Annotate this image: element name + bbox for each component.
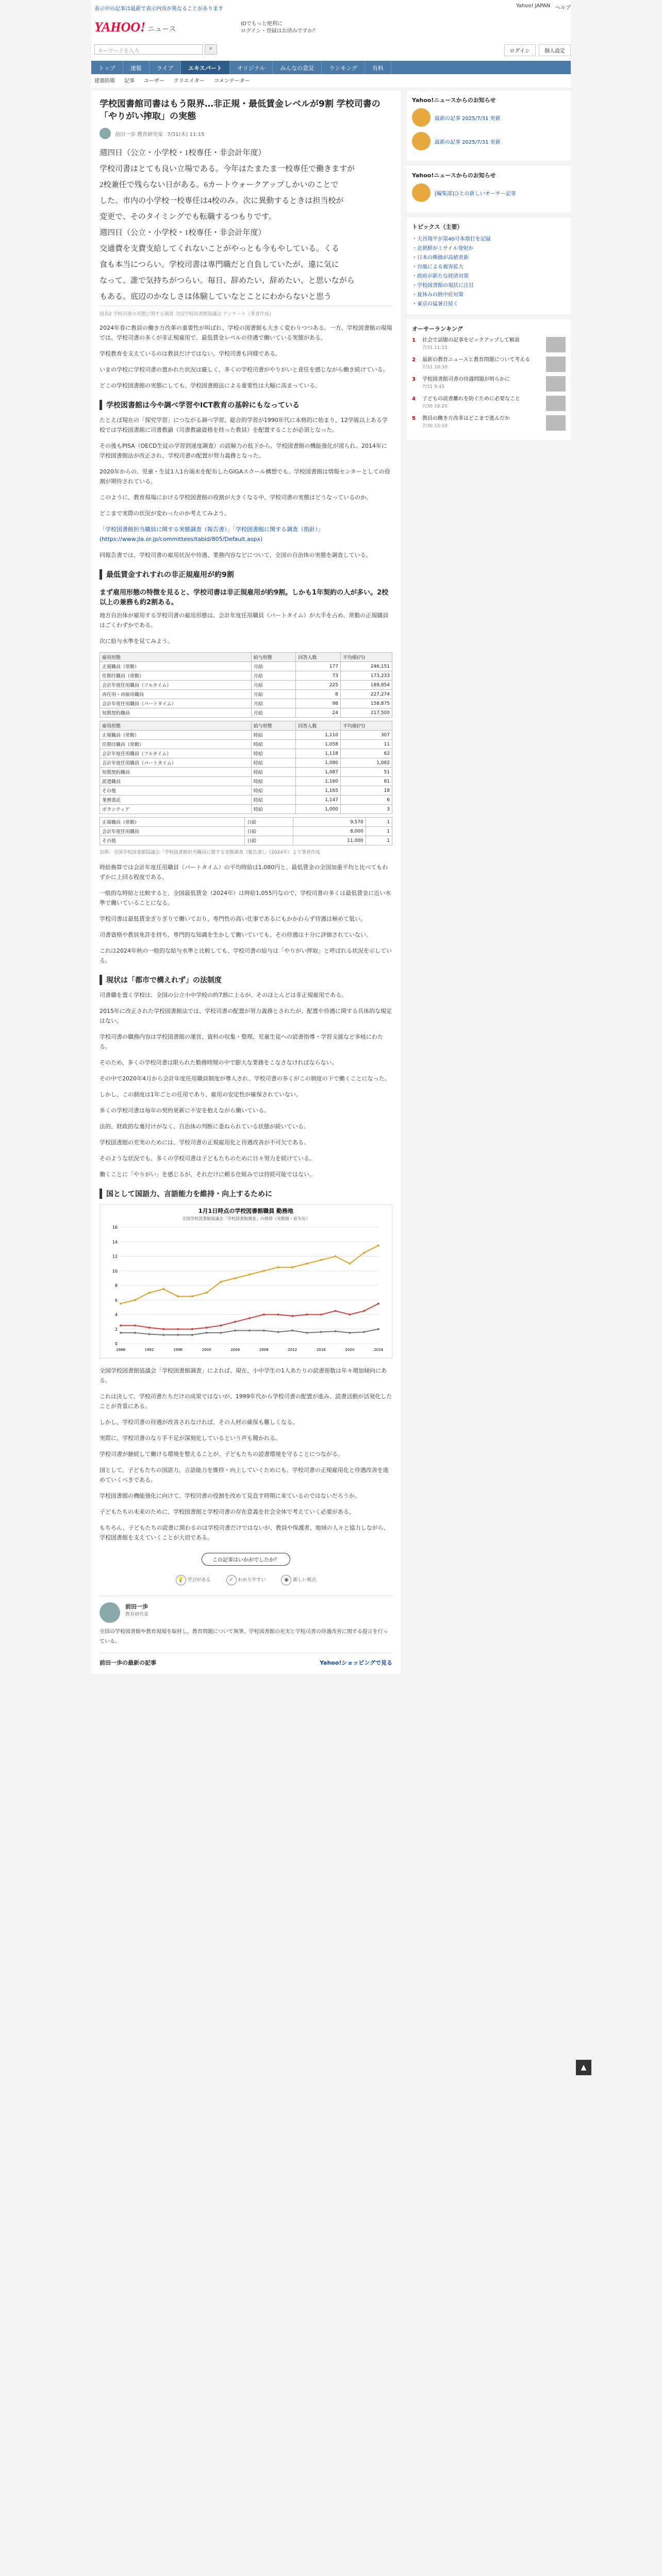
y-tick-label: 4 xyxy=(114,1312,118,1317)
data-point xyxy=(263,1270,265,1272)
expert-item[interactable]: 最新の記事 2025/7/31 更新 xyxy=(412,108,566,127)
paragraph: 国として、子どもたちの国語力、言語能力を維持・向上していくためにも、学校司書の正規雇用化と待遇改善を進めていくべきである。 xyxy=(100,1467,389,1483)
data-point xyxy=(335,1310,337,1312)
x-tick-label: 1992 xyxy=(144,1348,154,1352)
x-tick-label: 2024 xyxy=(374,1348,383,1352)
salary-table-hourly: 雇用形態 給与形態 回答人数 平均値(円) 正規職員（常勤） 時給 1,110 307 任期付職員（常勤） 時給 1,058 11 会計年度任用職員（フルタイム） 時給 1,118 62 会計年度任用職員（パートタイム） 時給 1,080 1,082 短期契約職員 時給 1,087 51 派遣職員 時給 1,160 81 その他 時給 1,165 18 業務委託 時給 1,147 6 ボランティア 時給 1,000 3 xyxy=(100,721,392,814)
rank-number: 5 xyxy=(412,416,416,421)
topic-link[interactable]: ・政府が新たな経済対策 xyxy=(412,274,469,279)
table-row: 会計年度任用職員 日給 8,000 1 xyxy=(100,827,392,836)
x-tick-label: 2020 xyxy=(345,1348,355,1352)
rank-date: 7/30 15:10 xyxy=(422,423,448,429)
paragraph: どこの学校図書館の実態にしても、学校図書館法による重要性は大幅に高まっている。 xyxy=(100,382,321,389)
paragraph: たとえば現在の「探究学習」につながる調べ学習、総合的学習が1990年代に本格的に始まり、12学級以上ある学校では学校図書館に司書教諭（司書教諭資格を持った教員）を配置することが必須となった。 xyxy=(100,417,388,433)
data-point xyxy=(120,1332,122,1334)
data-point xyxy=(134,1332,136,1334)
paragraph: 2020年からの、児童・生徒1人1台端末を配布したGIGAスクール構想でも、学校図書館は情報センターとしての役割が期待されている。 xyxy=(100,468,390,485)
paragraph: 働くことに「やりがい」を感じるが、それだけに頼る仕組みでは持続可能ではない。 xyxy=(100,1171,315,1178)
data-point xyxy=(335,1330,337,1332)
reaction-new[interactable]: ◉ 新しい視点 xyxy=(281,1575,316,1585)
y-tick-label: 14 xyxy=(112,1240,118,1245)
data-point xyxy=(291,1330,293,1332)
data-point xyxy=(277,1331,279,1333)
y-tick-label: 16 xyxy=(112,1225,118,1230)
data-point xyxy=(306,1314,308,1316)
news-item[interactable]: [編集部]ひとの新しいオーサー記事 xyxy=(412,183,566,202)
y-tick-label: 10 xyxy=(112,1268,118,1274)
data-point xyxy=(148,1292,151,1294)
data-point xyxy=(249,1330,251,1332)
data-point xyxy=(377,1244,379,1246)
table-row: 正規職員（常勤） 月給 177 246,151 xyxy=(100,662,392,671)
paragraph: 時給換算では会計年度任用職員（パートタイム）の平均時給は1,080円と、最低賃金の全国加重平均と比べてもわずかに上回る程度である。 xyxy=(100,864,388,880)
paragraph: いまの学校に学校司書の置かれた状況は厳しく、多くの学校司書がやりがいと責任を感じながら働き続けている。 xyxy=(100,366,389,373)
subnav-item[interactable]: ユーザー xyxy=(144,78,164,84)
table-row: 任期付職員（常勤） 時給 1,058 11 xyxy=(100,740,392,749)
rank-number: 3 xyxy=(412,377,416,382)
y-tick-label: 2 xyxy=(114,1327,118,1332)
table-row: 再任用・再雇用職員 月給 8 227,274 xyxy=(100,690,392,699)
nav-item[interactable]: オリジナル xyxy=(230,61,273,74)
paragraph: しかし、この制度は1年ごとの任用であり、雇用の安定性が確保されていない。 xyxy=(100,1091,302,1098)
rank-number: 2 xyxy=(412,357,416,363)
subnav-item[interactable]: 建築防衛 xyxy=(94,78,115,84)
data-point xyxy=(349,1314,351,1316)
nav-item[interactable]: 有料 xyxy=(365,61,391,74)
feedback-area xyxy=(100,1553,392,1566)
y-tick-label: 12 xyxy=(112,1254,118,1259)
data-point xyxy=(377,1302,379,1304)
table-row: 業務委託 時給 1,147 6 xyxy=(100,795,392,805)
topics-widget xyxy=(407,217,571,314)
byline xyxy=(100,128,392,139)
data-point xyxy=(191,1328,193,1330)
table-row: その他 時給 1,165 18 xyxy=(100,786,392,795)
paragraph: しかし、学校司書の待遇が改善されなければ、その人材の確保も難しくなる。 xyxy=(100,1419,298,1426)
table-row: 会計年度任用職員（パートタイム） 月給 98 158,875 xyxy=(100,699,392,708)
search-icon[interactable]: ⌕ xyxy=(205,44,217,55)
section-heading: 国として国語力、言語能力を維持・向上するために xyxy=(100,1189,392,1199)
notice-link[interactable]: 表示中の記事は最新で表示内容が異なることがあります xyxy=(94,6,223,12)
bottom-links xyxy=(100,1653,392,1667)
topic-link[interactable]: ・夏休みの熱中症対策 xyxy=(412,292,464,298)
login-button[interactable]: ログイン xyxy=(504,44,536,56)
ranking-item[interactable] xyxy=(412,396,566,411)
hero-line: 週四日（公立・小学校・1校専任・非会計年度） xyxy=(100,229,266,237)
paragraph: 司書職を置く学校は、全国の公立小中学校の約7割に上るが、そのほとんどは非正規雇用である。 xyxy=(100,992,347,998)
data-point xyxy=(162,1328,164,1330)
rank-title: 学校図書館司書の待遇問題が明らかに xyxy=(422,377,510,382)
y-tick-label: 0 xyxy=(114,1342,118,1346)
paragraph: どこまで実際の状況が変わったのか考えてみよう。 xyxy=(100,510,230,517)
paragraph: 一般的な時給と比較すると、全国最低賃金（2024年）は時給1,055円なので、学校司書の多くは最低賃金に近い水準で働いていることになる。 xyxy=(100,890,391,906)
ranking-item[interactable] xyxy=(412,357,566,372)
table-row: その他 日給 11,000 1 xyxy=(100,836,392,845)
nav-item-active[interactable]: エキスパート xyxy=(181,61,230,74)
rank-thumbnail xyxy=(546,396,566,411)
paragraph: 全国学校図書館協議会「学校図書館調査」によれば、現在、小中学生の1人あたりの読書冊数は年々増加傾向にある。 xyxy=(100,1367,387,1384)
topic-link[interactable]: ・学校図書館の現状に注目 xyxy=(412,283,474,289)
rank-title: 教員の働き方改革はどこまで進んだか xyxy=(422,416,510,421)
expert-avatar xyxy=(412,108,431,127)
rank-date: 7/31 9:45 xyxy=(422,384,445,389)
table-row: 正規職員（常勤） 時給 1,110 307 xyxy=(100,731,392,740)
paragraph: 司書資格や教員免許を持ち、専門的な知識を生かして働いていても、その待遇は十分に評価されていない。 xyxy=(100,931,372,938)
rank-thumbnail xyxy=(546,415,566,431)
data-point xyxy=(306,1263,308,1265)
data-point xyxy=(206,1327,208,1329)
eye-icon: ◉ xyxy=(281,1575,291,1585)
data-point xyxy=(277,1314,279,1316)
paragraph: 学校図書館の充実のためには、学校司書の正規雇用化と待遇改善が不可欠である。 xyxy=(100,1139,309,1146)
hero-line: 2校兼任で残らない日がある。6カートウォークアップしかいのことで xyxy=(100,181,339,189)
data-point xyxy=(363,1251,365,1253)
paragraph: これは2024年秋の一般的な給与水準と比較しても、学校司書の給与は「やりがい搾取」と呼ばれる状況を示している。 xyxy=(100,947,392,964)
nav-item[interactable]: ライブ xyxy=(150,61,181,74)
table-row: ボランティア 時給 1,000 3 xyxy=(100,805,392,814)
rank-number: 4 xyxy=(412,396,416,402)
x-tick-label: 1996 xyxy=(173,1348,183,1352)
section-heading: 学校図書館は今や調べ学習やICT教育の基幹にもなっている xyxy=(100,400,392,410)
data-point xyxy=(220,1325,222,1327)
data-point xyxy=(234,1330,236,1332)
reaction-row xyxy=(100,1570,392,1590)
sidebar xyxy=(407,91,571,445)
author-box-role: 教育研究家 xyxy=(125,1612,149,1617)
paragraph: もちろん、子どもたちの読書に関わるのは学校司書だけではないが、教員や保護者、地域の人々と協力しながら、学校図書館を支えていくことが大切である。 xyxy=(100,1524,389,1541)
y-tick-label: 6 xyxy=(114,1298,118,1303)
widget-title: Yahoo!ニュースからのお知らせ xyxy=(412,97,496,104)
widget-title: トピックス（主要） xyxy=(412,224,463,230)
subnav-item[interactable]: 記事 xyxy=(124,78,135,84)
author-latest-link[interactable]: 前田一歩の最新の記事 xyxy=(100,1659,156,1666)
x-tick-label: 1988 xyxy=(116,1348,125,1352)
nav-item[interactable]: みんなの意見 xyxy=(273,61,322,74)
salary-table-monthly: 雇用形態 給与形態 回答人数 平均値(円) 正規職員（常勤） 月給 177 246,151 任期付職員（常勤） 月給 73 173,233 会計年度任用職員（フルタイム） 月給 225 189,854 再任用・再雇用職員 月給 8 227,274 会計年度任用職員（パートタイム） 月給 98 158,875 短期契約職員 月給 24 217,500 xyxy=(100,652,392,718)
data-point xyxy=(177,1328,179,1330)
topic-link[interactable]: ・日本の株価が高値更新 xyxy=(412,255,469,261)
subnav-item[interactable]: クリエイター xyxy=(174,78,205,84)
paragraph: 実際に、学校司書のなり手不足が深刻化しているという声も聞かれる。 xyxy=(100,1435,281,1442)
ranking-item[interactable] xyxy=(412,337,566,352)
site-header xyxy=(91,0,571,88)
lightbulb-icon: 💡 xyxy=(176,1575,186,1585)
data-point xyxy=(363,1310,365,1312)
paragraph: 学校教育を支えているのは教員だけではない。学校司書も同様である。 xyxy=(100,350,281,357)
login-note: IDでもっと便利に ログイン・登録はお済みですか？ xyxy=(241,21,318,34)
yahoo-logo[interactable]: YAHOO! ニュース xyxy=(94,20,176,35)
paragraph: 2024年春に教員の働き方改革の重要性が叫ばれ、学校の図書館も大きく変わりつつある。一方、学校図書館の現場では、学校司書の多くが非正規雇用で、最低賃金レベルの待遇で働いている実態がある。 xyxy=(100,325,392,341)
data-point xyxy=(120,1325,122,1327)
x-tick-label: 2004 xyxy=(230,1348,240,1352)
report-link[interactable]: 「学校図書館担当職員に関する実態調査（報告書）」「学校図書館に関する調査（指針）」 xyxy=(100,526,324,533)
data-point xyxy=(363,1331,365,1333)
hero-image xyxy=(100,143,392,306)
data-point xyxy=(291,1315,293,1317)
search-input[interactable]: キーワードを入力 xyxy=(94,44,203,55)
rank-date: 7/30 18:20 xyxy=(422,404,448,409)
data-point xyxy=(377,1328,379,1330)
shopping-link[interactable]: Yahoo!ショッピングで見る xyxy=(320,1659,392,1666)
nav-item[interactable]: 速報 xyxy=(123,61,150,74)
rank-thumbnail xyxy=(546,376,566,392)
report-url[interactable]: (https://www.jla.or.jp/committees/tabid/805/Default.aspx) xyxy=(100,536,263,543)
table-row: 任期付職員（常勤） 月給 73 173,233 xyxy=(100,671,392,681)
table-row: 派遣職員 時給 1,160 81 xyxy=(100,777,392,786)
settings-button[interactable]: 個人設定 xyxy=(539,44,571,56)
top-link-yahoo[interactable]: Yahoo! JAPAN xyxy=(516,3,550,9)
hero-line: した。市内の小学校一校専任は4校のみ。次に異動するときは担当校が xyxy=(100,197,344,205)
hero-line: 学校司書はとても良い立場である。今年はたまたま一校専任で働きますが xyxy=(100,165,355,173)
reaction-learn[interactable]: 💡 学びがある xyxy=(176,1575,211,1585)
data-point xyxy=(234,1321,236,1323)
paragraph: このように、教育現場における学校図書館の役割が大きくなる中、学校司書の実態はどうなっているのか。 xyxy=(100,494,372,501)
table-row: 会計年度任用職員（パートタイム） 時給 1,080 1,082 xyxy=(100,758,392,768)
subnav-item[interactable]: コメンテーター xyxy=(213,78,250,84)
data-point xyxy=(177,1295,179,1297)
data-point xyxy=(234,1277,236,1279)
x-tick-label: 2000 xyxy=(202,1348,211,1352)
article-title: 学校図書館司書はもう限界…非正規・最低賃金レベルが9割 学校司書の「やりがい搾取」の実態 xyxy=(100,99,380,122)
table-row: 会計年度任用職員（フルタイム） 月給 225 189,854 xyxy=(100,681,392,690)
nav-item[interactable]: トップ xyxy=(91,61,123,74)
topic-link[interactable]: ・東京の猛暑日続く xyxy=(412,301,458,307)
reading-chart xyxy=(100,1204,392,1359)
ranking-widget xyxy=(407,319,571,440)
hero-line: なって、誰で気持ちがつらい。毎日、辞めたい、辞めたい、と思いながら xyxy=(100,277,355,285)
paragraph: これは決して、学校司書たちだけの成果ではないが、1999年代から学校司書の配置が進み、読書活動が活発化したことが背景にある。 xyxy=(100,1393,392,1410)
table-note: 出典：全国学校図書館協議会「学校図書館担当職員に関する実態調査（報告書）」（2024年）より筆者作成 xyxy=(100,850,320,855)
topic-link[interactable]: ・大谷翔平が第40号本塁打を記録 xyxy=(412,236,491,242)
data-point xyxy=(162,1334,164,1336)
paragraph: 学校司書の職務内容は学校図書館の運営、資料の収集・整理、児童生徒への読書指導・学習支援など多岐にわたる。 xyxy=(100,1033,383,1050)
feedback-button[interactable]: この記事はいかがでしたか？ xyxy=(202,1553,290,1566)
data-point xyxy=(306,1332,308,1334)
paragraph: 2015年に改正された学校図書館法では、学校司書の配置が努力義務とされたが、配置や待遇に関する具体的な規定はない。 xyxy=(100,1008,392,1024)
article-main xyxy=(91,91,401,1674)
rank-date: 7/31 10:30 xyxy=(422,365,448,370)
table-row: 正規職員（常勤） 日給 9,570 1 xyxy=(100,818,392,827)
nav-item[interactable]: ランキング xyxy=(322,61,365,74)
scroll-top-button[interactable]: ▲ xyxy=(576,2060,591,2075)
widget-title: オーサーランキング xyxy=(412,326,463,332)
expert-avatar xyxy=(412,132,431,150)
section-heading: 現状は「都市で構えれず」の法制度 xyxy=(100,975,392,985)
y-tick-label: 8 xyxy=(114,1283,118,1288)
author-box-name[interactable]: 前田一歩 xyxy=(125,1603,148,1610)
x-tick-label: 2008 xyxy=(259,1348,269,1352)
hero-caption: 図表2 学校司書の実態に関する調査 全国学校図書館協議会 アンケート（筆者作成） xyxy=(100,312,274,317)
paragraph: 学校司書が継続して働ける環境を整えることが、子どもたちの読書環境を守ることにつながる。 xyxy=(100,1451,343,1458)
data-point xyxy=(220,1332,222,1334)
author-box-desc: 全国の学校図書館や教育現場を取材し、教育問題について執筆。学校図書館の充実と学校司書の待遇改善に関する提言を行っている。 xyxy=(100,1629,388,1645)
paragraph: 学校司書は最低賃金ぎりぎりで働いており、専門性の高い仕事であるにもかかわらず待遇は極めて低い。 xyxy=(100,916,366,922)
paragraph: そのため、多くの学校司書は限られた勤務時間の中で膨大な業務をこなさなければならない。 xyxy=(100,1059,338,1066)
data-point xyxy=(349,1263,351,1265)
data-point xyxy=(277,1266,279,1268)
table-row: 短期契約職員 時給 1,087 51 xyxy=(100,768,392,777)
main-nav xyxy=(91,61,571,74)
data-point xyxy=(320,1259,322,1261)
data-point xyxy=(206,1332,208,1334)
data-point xyxy=(134,1325,136,1327)
table-row: 会計年度任用職員（フルタイム） 時給 1,118 62 xyxy=(100,749,392,758)
topic-link[interactable]: ・北朝鮮がミサイル発射か xyxy=(412,246,474,251)
data-point xyxy=(134,1299,136,1301)
chart-subtitle: 全国学校図書館協議会「学校図書館調査」の推移（実数値・前年比） xyxy=(182,1216,310,1221)
paragraph: その中で2020年4月から会計年度任用職員制度が導入され、学校司書の多くがこの制度の下で働くことになった。 xyxy=(100,1075,390,1082)
paragraph: 同報告書では、学校司書の雇用状況や待遇、業務内容などについて、全国の自治体の実態を調査している。 xyxy=(100,552,372,558)
data-point xyxy=(249,1274,251,1276)
expert-widget xyxy=(407,91,571,161)
hero-line: もある。底辺のかなしさは体験していなとことにわからないと思う xyxy=(100,293,332,301)
hero-line: 変更で、そのタイミングでも転職するつもりです。 xyxy=(100,213,276,221)
check-icon: ✓ xyxy=(226,1575,237,1585)
x-tick-label: 2012 xyxy=(288,1348,297,1352)
data-point xyxy=(263,1314,265,1316)
data-point xyxy=(191,1295,193,1297)
reaction-clear[interactable]: ✓ わかりやすい xyxy=(226,1575,266,1585)
sub-nav xyxy=(91,76,250,84)
data-point xyxy=(320,1314,322,1316)
data-point xyxy=(177,1334,179,1336)
chart-svg xyxy=(100,1205,392,1358)
paragraph: そのような状況でも、多くの学校司書は子どもたちのために日々努力を続けている。 xyxy=(100,1155,315,1162)
paragraph: 地方自治体が雇用する学校司書の雇用形態は、会計年度任用職員（パートタイム）が大半を占め、常勤の正規職員はごくわずかである。 xyxy=(100,612,389,629)
data-point xyxy=(349,1332,351,1334)
paragraph: 多くの学校司書は毎年の契約更新に不安を抱えながら働いている。 xyxy=(100,1107,270,1114)
data-point xyxy=(335,1256,337,1258)
data-point xyxy=(249,1317,251,1319)
paragraph: その後もPISA（OECD生徒の学習到達度調査）の読解力の低下から、学校図書館の機能強化が図られ、2014年に学校図書館法が改正され、学校司書の配置が努力義務となった。 xyxy=(100,443,387,459)
hero-line: 食も本当につらい。学校司書は専門職だと自負していたが、違に気に xyxy=(100,261,339,269)
data-point xyxy=(206,1292,208,1294)
author-name[interactable]: 前田一歩 教育研究家 xyxy=(115,131,163,138)
rank-thumbnail xyxy=(546,337,566,352)
top-link-help[interactable]: ヘルプ xyxy=(555,5,571,11)
paragraph: 子どもたちの未来のために、学校図書館と学校司書の存在意義を社会全体で考えていく必要がある。 xyxy=(100,1509,355,1515)
data-point xyxy=(220,1281,222,1283)
author-box-avatar[interactable] xyxy=(100,1602,120,1623)
rank-number: 1 xyxy=(412,337,416,343)
paragraph: 次に給与水準を見てみよう。 xyxy=(100,638,173,645)
chart-title: 1月1日時点の学校図書館職員 勤務地 xyxy=(198,1208,294,1214)
hero-line: 交通費を支費支給してくれないことがやっとも今もやしている。くる xyxy=(100,245,340,253)
rank-title: 最新の教育ニュースと教育問題について考える xyxy=(422,357,531,363)
paragraph: 学校図書館の機能強化に向けて、学校司書の役割を改めて見直す時期に来ているのではないだろうか。 xyxy=(100,1493,360,1499)
data-point xyxy=(191,1334,193,1336)
data-point xyxy=(148,1333,151,1335)
hero-line: 週四日（公立・小学校・1校専任・非会計年度） xyxy=(100,149,266,157)
top-links xyxy=(516,3,571,11)
data-point xyxy=(291,1266,293,1268)
ranking-item[interactable] xyxy=(412,376,566,392)
rank-title: 社会で話題の記事をピックアップして解説 xyxy=(422,337,520,343)
paragraph xyxy=(100,524,392,544)
data-point xyxy=(162,1288,164,1290)
rank-title: 子どもの読書離れを防ぐために必要なこと xyxy=(422,396,520,402)
topic-link[interactable]: ・台風による被害拡大 xyxy=(412,264,464,270)
author-box xyxy=(100,1596,392,1623)
sub-heading: まず雇用形態の特徴を見ると、学校司書は非正規雇用が約9割。しかも1年契約の人が多い。2校以上の兼務も約2割ある。 xyxy=(100,589,389,606)
rank-date: 7/31 11:15 xyxy=(422,345,448,350)
series-line xyxy=(121,1303,378,1329)
rank-thumbnail xyxy=(546,357,566,372)
widget-title: Yahoo!ニュースからのお知らせ xyxy=(412,172,496,179)
data-point xyxy=(120,1302,122,1304)
section-heading: 最低賃金すれすれの非正規雇用が約9割 xyxy=(100,569,392,580)
table-row: 短期契約職員 月給 24 217,500 xyxy=(100,708,392,718)
header-buttons xyxy=(504,44,571,56)
paragraph: 法的、財政的な裏付けがなく、自治体の判断に委ねられている状態が続いている。 xyxy=(100,1123,309,1130)
salary-table-daily xyxy=(100,817,392,845)
news-avatar xyxy=(412,183,431,202)
article-date: 7/31(木) 11:15 xyxy=(167,131,205,138)
expert-item[interactable]: 最新の記事 2025/7/31 更新 xyxy=(412,132,566,150)
data-point xyxy=(263,1330,265,1332)
author-avatar[interactable] xyxy=(100,128,111,139)
x-tick-label: 2016 xyxy=(316,1348,326,1352)
news-widget xyxy=(407,166,571,212)
data-point xyxy=(148,1327,151,1329)
data-point xyxy=(320,1331,322,1333)
ranking-item[interactable] xyxy=(412,415,566,431)
